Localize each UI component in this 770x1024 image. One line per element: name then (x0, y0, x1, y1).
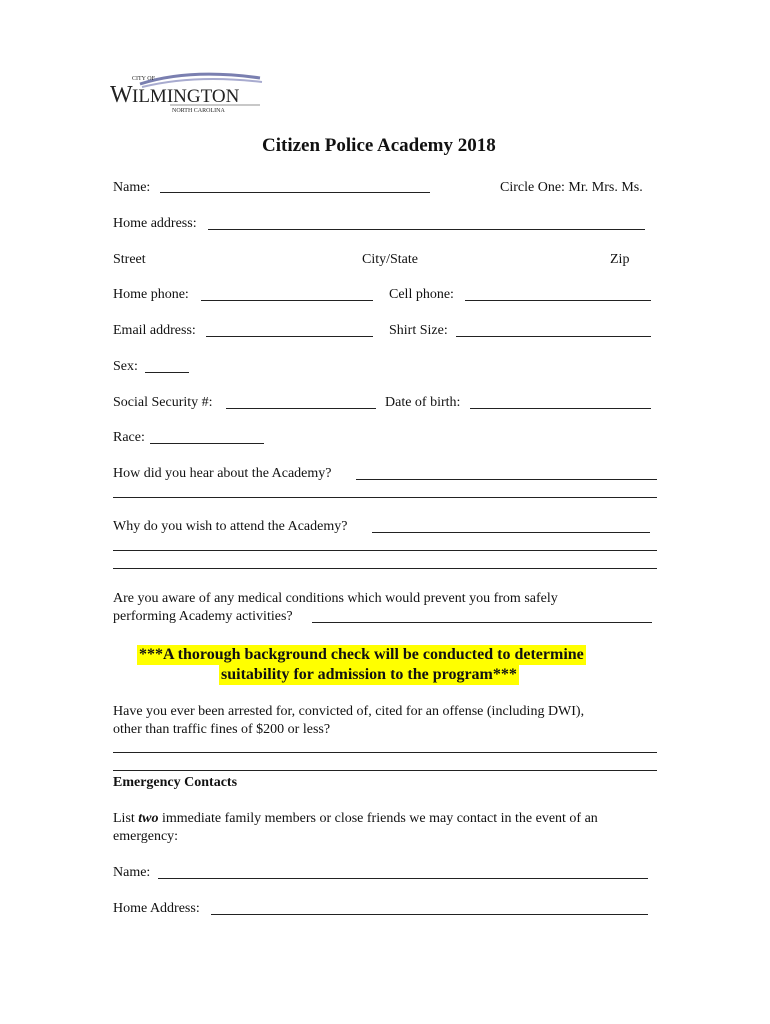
cell-phone-label: Cell phone: (389, 287, 454, 302)
svg-text:W: W (110, 82, 133, 108)
email-label: Email address: (113, 323, 196, 338)
home-phone-label: Home phone: (113, 287, 189, 302)
cell-phone-field[interactable] (465, 300, 651, 301)
zip-label: Zip (610, 252, 630, 267)
dob-field[interactable] (470, 408, 651, 409)
medical-question-line2: performing Academy activities? (113, 609, 293, 624)
background-check-notice-line2: suitability for admission to the program*** (221, 666, 517, 683)
emergency-instructions-line1 (113, 811, 598, 827)
arrest-question-line1: Have you ever been arrested for, convicted of, cited for an offense (including DWI), (113, 704, 585, 719)
wilmington-logo-graphic (110, 70, 270, 114)
why-attend-field-line3[interactable] (113, 568, 657, 569)
page-title: Citizen Police Academy 2018 (262, 135, 496, 156)
instructions-emphasis: two (138, 811, 159, 826)
background-check-notice-line1: ***A thorough background check will be conducted to determine (139, 646, 584, 663)
emergency-instructions-line2: emergency: (113, 829, 179, 844)
salutation-label: Circle One: Mr. Mrs. Ms. (500, 180, 643, 195)
shirt-size-label: Shirt Size: (389, 323, 448, 338)
hear-about-label: How did you hear about the Academy? (113, 466, 332, 481)
medical-question-line1: Are you aware of any medical conditions which would prevent you from safely (113, 591, 558, 606)
svg-text:NORTH CAROLINA: NORTH CAROLINA (172, 108, 225, 114)
svg-text:ILMINGTON: ILMINGTON (132, 86, 240, 107)
name-label: Name: (113, 180, 151, 195)
arrest-field-line2[interactable] (113, 770, 657, 771)
dob-label: Date of birth: (385, 395, 461, 410)
emergency-contacts-heading: Emergency Contacts (113, 775, 238, 790)
hear-about-field[interactable] (356, 479, 657, 480)
emergency-address-label: Home Address: (113, 901, 200, 916)
instructions-pre: List (113, 811, 139, 826)
email-field[interactable] (206, 336, 373, 337)
emergency-name-label: Name: (113, 865, 151, 880)
instructions-post: immediate family members or close friends we may contact in the event of an (158, 811, 598, 826)
emergency-name-field[interactable] (158, 878, 648, 879)
why-attend-field[interactable] (372, 532, 650, 533)
arrest-field[interactable] (113, 752, 657, 753)
city-state-label: City/State (362, 252, 418, 267)
emergency-address-field[interactable] (211, 914, 648, 915)
ssn-label: Social Security #: (113, 395, 213, 410)
why-attend-label: Why do you wish to attend the Academy? (113, 519, 348, 534)
name-field[interactable] (160, 192, 430, 193)
medical-field[interactable] (312, 622, 652, 623)
sex-field[interactable] (145, 372, 189, 373)
why-attend-field-line2[interactable] (113, 550, 657, 551)
race-field[interactable] (150, 443, 264, 444)
svg-text:CITY OF: CITY OF (132, 76, 155, 82)
home-address-label: Home address: (113, 216, 197, 231)
ssn-field[interactable] (226, 408, 376, 409)
race-label: Race: (113, 430, 145, 445)
street-label: Street (113, 252, 146, 267)
home-address-field[interactable] (208, 229, 645, 230)
sex-label: Sex: (113, 359, 138, 374)
hear-about-field-line2[interactable] (113, 497, 657, 498)
home-phone-field[interactable] (201, 300, 373, 301)
shirt-size-field[interactable] (456, 336, 651, 337)
arrest-question-line2: other than traffic fines of $200 or less? (113, 722, 331, 737)
city-of-wilmington-logo (110, 70, 270, 114)
